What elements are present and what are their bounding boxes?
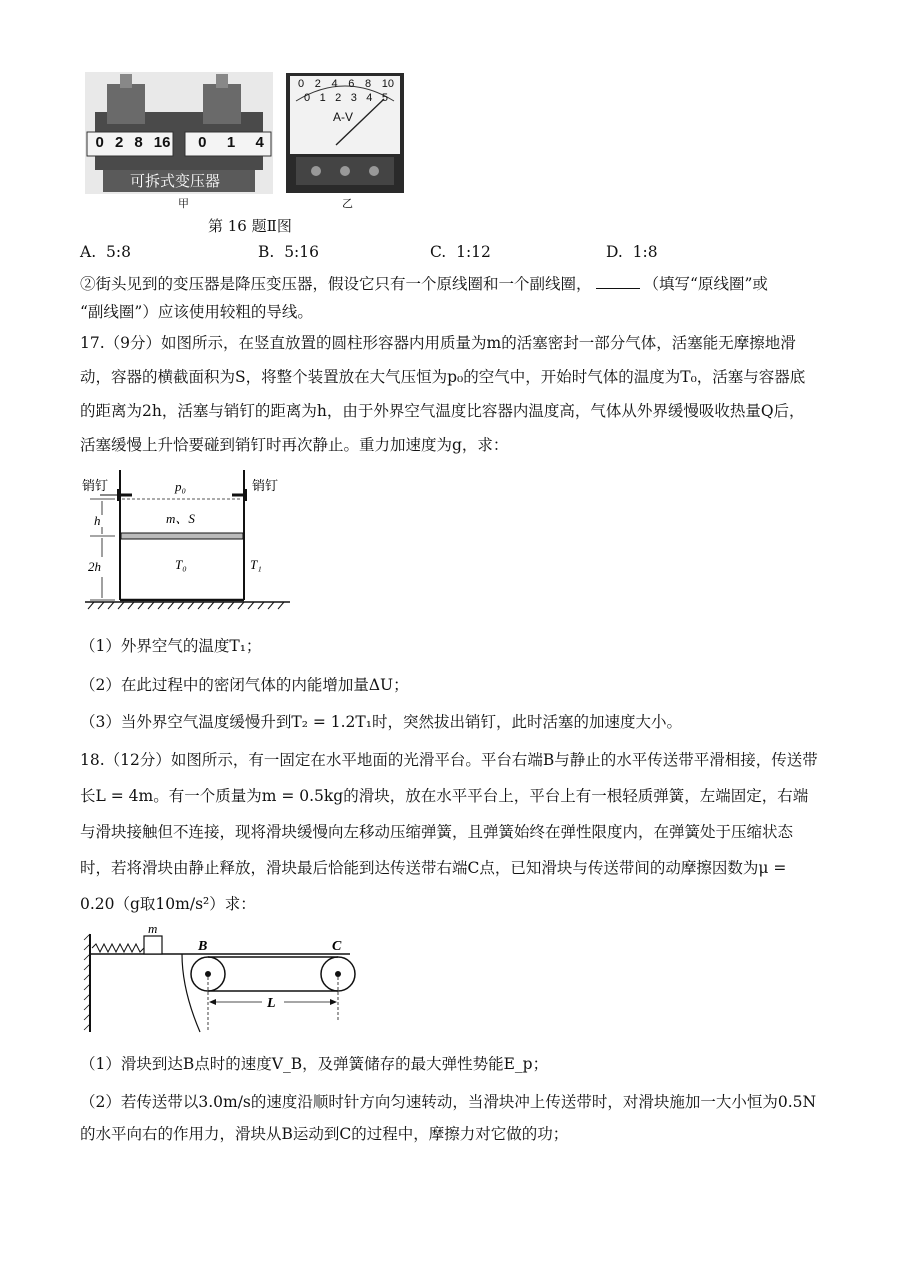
scale-tick: 6 xyxy=(348,78,355,90)
option-letter: B. xyxy=(258,243,275,261)
2h-label: 2h xyxy=(88,559,101,574)
option-c xyxy=(430,243,491,261)
option-text: 5:16 xyxy=(284,243,319,261)
scale-tick: 10 xyxy=(381,78,394,90)
q17-sub3: （3）当外界空气温度缓慢升到T₂ = 1.2T₁时，突然拔出销钉，此时活塞的加速度大小。 xyxy=(80,713,682,731)
terminal-label: 16 xyxy=(153,134,171,151)
answer-blank[interactable] xyxy=(596,276,640,289)
transformer-terminals-left xyxy=(90,134,176,151)
option-a xyxy=(80,243,131,261)
scale-tick: 8 xyxy=(365,78,372,90)
option-d xyxy=(606,243,658,261)
terminal-label: 2 xyxy=(114,134,124,151)
option-b xyxy=(258,243,319,261)
q18-sub2: （2）若传送带以3.0m/s的速度沿顺时针方向匀速转动，当滑块冲上传送带时，对滑块施加一大小恒为0.5N的水平向右的作用力，滑块从B运动到C的过程中，摩擦力对它做的功； xyxy=(80,1093,817,1143)
scale-tick: 1 xyxy=(319,92,326,104)
option-text: 5:8 xyxy=(105,243,131,261)
terminal-label: 8 xyxy=(134,134,143,151)
scale-tick: 3 xyxy=(350,92,357,104)
option-letter: A. xyxy=(80,243,97,261)
piston-label: m、S xyxy=(166,511,195,526)
q17-stem: 17.（9分）如图所示，在竖直放置的圆柱形容器内用质量为m的活塞密封一部分气体，活塞能无摩擦地滑动，容器的横截面积为S，将整个装置放在大气压恒为p₀的空气中，开始时气体的温度为T₀，活塞与容器底的距离为2h，活塞与销钉的距离为h，由于外界空气温度比容器内温度高，气体从外界缓慢吸收热量Q后，活塞缓慢上升恰要碰到销钉时再次静止。重力加速度为g，求： xyxy=(80,334,806,454)
option-text: 1:8 xyxy=(632,243,658,261)
q16-part2-line2: “副线圈”）应该使用较粗的导线。 xyxy=(80,303,313,321)
option-text: 1:12 xyxy=(456,243,491,261)
q18-stem: 18.（12分）如图所示，有一固定在水平地面的光滑平台。平台右端B与静止的水平传送带平滑相接，传送带长L = 4m。有一个质量为m = 0.5kg的滑块，放在水平平台上，平台上有一根轻质弹簧，左端固定，右端与滑块接触但不连接，现将滑块缓慢向左移动压缩弹簧，且弹簧始终在弹性限度内，在弹簧处于压缩状态时，若将滑块由静止释放，滑块最后恰能到达传送带右端C点，已知滑块与传送带间的动摩擦因数为μ = 0.20（g取10m/s²）求： xyxy=(80,751,818,913)
point-b-label: B xyxy=(198,939,208,954)
q18-sub1: （1）滑块到达B点时的速度V_B，及弹簧储存的最大弹性势能E_p； xyxy=(80,1055,549,1073)
meter-label: A-V xyxy=(333,110,354,124)
terminal-label: 1 xyxy=(226,134,236,151)
pin-label-left: 销钉 xyxy=(82,478,109,493)
meter-photo xyxy=(286,73,404,193)
pin-label-right: 销钉 xyxy=(252,478,279,493)
option-letter: D. xyxy=(606,243,623,261)
terminal-label: 0 xyxy=(95,134,104,151)
t0-label: T₀ xyxy=(175,557,187,572)
terminal-label: 0 xyxy=(198,134,207,151)
scale-tick: 2 xyxy=(335,92,342,104)
figure-caption: 第 16 题Ⅱ图 xyxy=(208,217,292,235)
scale-tick: 4 xyxy=(331,78,338,90)
option-letter: C. xyxy=(430,243,447,261)
scale-tick: 2 xyxy=(314,78,321,90)
scale-tick: 0 xyxy=(298,78,305,90)
length-label: L xyxy=(267,996,276,1011)
meter-scale-bottom xyxy=(304,92,388,104)
point-c-label: C xyxy=(332,939,342,954)
terminal-label: 4 xyxy=(255,134,264,151)
q17-sub1: （1）外界空气的温度T₁； xyxy=(80,637,262,655)
meter-scale-top xyxy=(298,78,394,90)
h-label: h xyxy=(94,513,101,528)
q16-part2-line1 xyxy=(80,272,768,294)
transformer-caption: 可拆式变压器 xyxy=(130,172,221,190)
q17-sub2: （2）在此过程中的密闭气体的内能增加量ΔU； xyxy=(80,676,409,694)
scale-tick: 0 xyxy=(304,92,311,104)
cylinder-diagram xyxy=(80,465,295,610)
pressure-label: p₀ xyxy=(175,479,187,494)
t1-label: T₁ xyxy=(250,557,262,572)
scale-tick: 4 xyxy=(366,92,373,104)
mass-label: m xyxy=(148,921,158,936)
conveyor-diagram xyxy=(82,920,372,1038)
figure-label-left: 甲 xyxy=(178,197,189,210)
question-text: ②街头见到的变压器是降压变压器，假设它只有一个原线圈和一个副线圈， xyxy=(80,275,592,293)
scale-tick: 5 xyxy=(381,92,388,104)
transformer-terminals-right xyxy=(188,134,274,151)
figure-label-right: 乙 xyxy=(342,197,353,210)
question-text: （填写“原线圈”或 xyxy=(643,275,768,293)
